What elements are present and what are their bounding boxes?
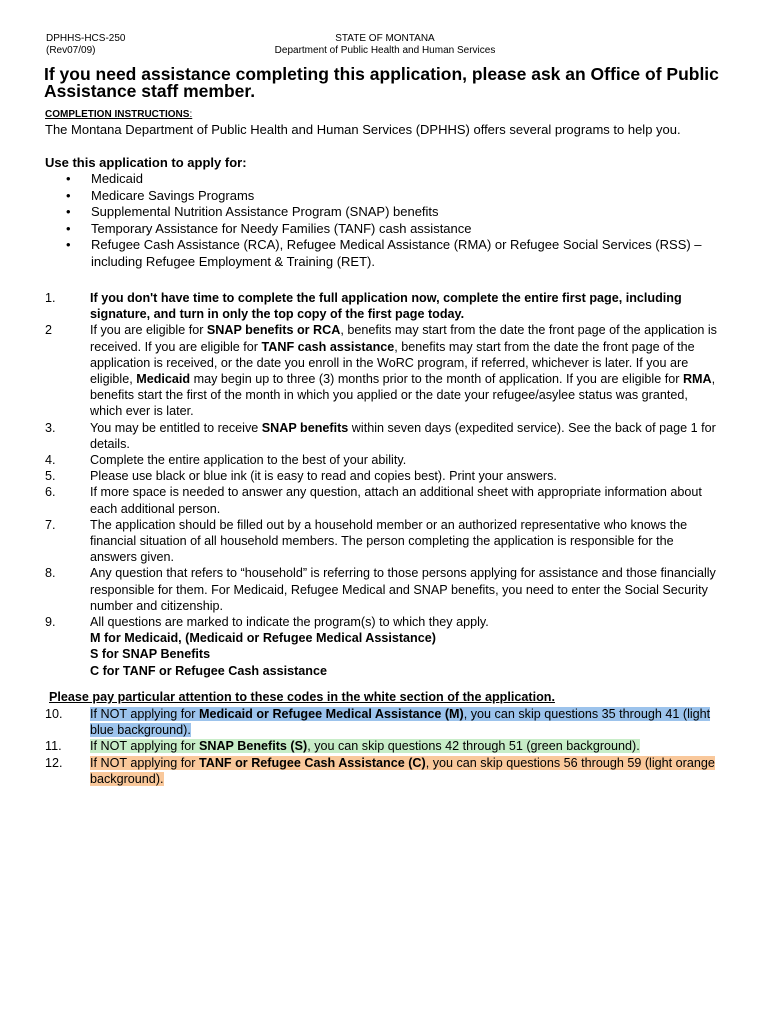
list-item: • Refugee Cash Assistance (RCA), Refugee Medical Assistance (RMA) or Refugee Social Services (RSS) – including Refugee Employment & Training (RET). xyxy=(66,237,702,269)
code-snap: S for SNAP Benefits xyxy=(90,647,211,662)
form-id: DPHHS-HCS-250 xyxy=(46,33,126,44)
skip-step-10: 10. If NOT applying for Medicaid or Refugee Medical Assistance (M), you can skip questions 35 through 41 (light blue background). xyxy=(45,707,711,738)
bullet-icon: • xyxy=(66,220,71,236)
completion-instructions-label: COMPLETION INSTRUCTIONS: xyxy=(45,109,193,120)
code-medicaid: M for Medicaid, (Medicaid or Refugee Medical Assistance) xyxy=(90,631,436,646)
department-name: Department of Public Health and Human Services xyxy=(274,45,496,56)
program-list xyxy=(0,171,770,270)
orange-highlight: If NOT applying for TANF or Refugee Cash Assistance (C), you can skip questions 56 through 59 (light orange background). xyxy=(90,755,715,786)
bullet-icon: • xyxy=(66,171,71,186)
list-item: • Medicaid xyxy=(66,171,144,186)
bullet-icon: • xyxy=(66,187,71,203)
instruction-step-7: 7. The application should be filled out by a household member or an authorized representative who knows the financial situation of all household members. The person completing the application is responsible for the answers given. xyxy=(45,517,688,565)
intro-text: The Montana Department of Public Health and Human Services (DPHHS) offers several programs to help you. xyxy=(45,122,681,137)
instruction-step-1: 1. If you don't have time to complete the full application now, complete the entire first page, including signature, and turn in only the top copy of the first page today. xyxy=(45,291,682,322)
programs-heading: Use this application to apply for: xyxy=(45,155,247,170)
list-item: • Medicare Savings Programs xyxy=(66,187,255,203)
list-item: • Temporary Assistance for Needy Families (TANF) cash assistance xyxy=(66,220,472,236)
state-name: STATE OF MONTANA xyxy=(335,33,435,44)
blue-highlight: If NOT applying for Medicaid or Refugee Medical Assistance (M), you can skip questions 35 through 41 (light blue background). xyxy=(90,707,711,738)
list-item: • Supplemental Nutrition Assistance Program (SNAP) benefits xyxy=(66,204,439,219)
instruction-step-8: 8. Any question that refers to “household” is referring to those persons applying for assistance and those financially responsible for them. For Medicaid, Refugee Medical and SNAP benefits, you need to enter the Social Security number and citizenship. xyxy=(45,566,716,613)
instruction-step-2: 2 If you are eligible for SNAP benefits or RCA, benefits may start from the date the front page of the application is received. If you are eligible for TANF cash assistance, benefits may start from the date the front page of the application is received, or the date you enroll in the WoRC program, if referred, whichever is later. If you are eligible, Medicaid may begin up to three (3) months prior to the month of application. If you are eligible for RMA, benefits start the first of the month in which you applied or the date your refugee/asylee status was granted, which ever is later. xyxy=(45,323,717,419)
agency-header xyxy=(0,33,770,57)
page-title: If you need assistance completing this application, please ask an Office of Public Assistance staff member. xyxy=(44,64,719,101)
instruction-step-5: 5. Please use black or blue ink (it is easy to read and copies best). Print your answers. xyxy=(45,469,557,484)
attention-note: Please pay particular attention to these codes in the white section of the application. xyxy=(49,690,555,704)
skip-step-12: 12. If NOT applying for TANF or Refugee Cash Assistance (C), you can skip questions 56 through 59 (light orange background). xyxy=(45,755,715,786)
green-highlight: If NOT applying for SNAP Benefits (S), you can skip questions 42 through 51 (green background). xyxy=(90,739,640,754)
instruction-step-4: 4. Complete the entire application to the best of your ability. xyxy=(45,453,407,468)
skip-instructions xyxy=(0,706,770,787)
instruction-steps xyxy=(0,290,770,679)
instruction-step-3: 3. You may be entitled to receive SNAP benefits within seven days (expedited service). See the back of page 1 for details. xyxy=(45,420,716,451)
skip-step-11: 11. If NOT applying for SNAP Benefits (S), you can skip questions 42 through 51 (green background). xyxy=(45,739,640,754)
form-revision: (Rev07/09) xyxy=(46,45,96,56)
instruction-step-6: 6. If more space is needed to answer any question, attach an additional sheet with appropriate information about each additional person. xyxy=(45,485,702,516)
code-tanf: C for TANF or Refugee Cash assistance xyxy=(90,663,328,678)
bullet-icon: • xyxy=(66,237,71,252)
bullet-icon: • xyxy=(66,204,71,219)
instruction-step-9: 9. All questions are marked to indicate the program(s) to which they apply. M for Medicaid, (Medicaid or Refugee Medical Assistance) S for SNAP Benefits C for TANF or Refugee Cash assistance xyxy=(0,614,722,679)
